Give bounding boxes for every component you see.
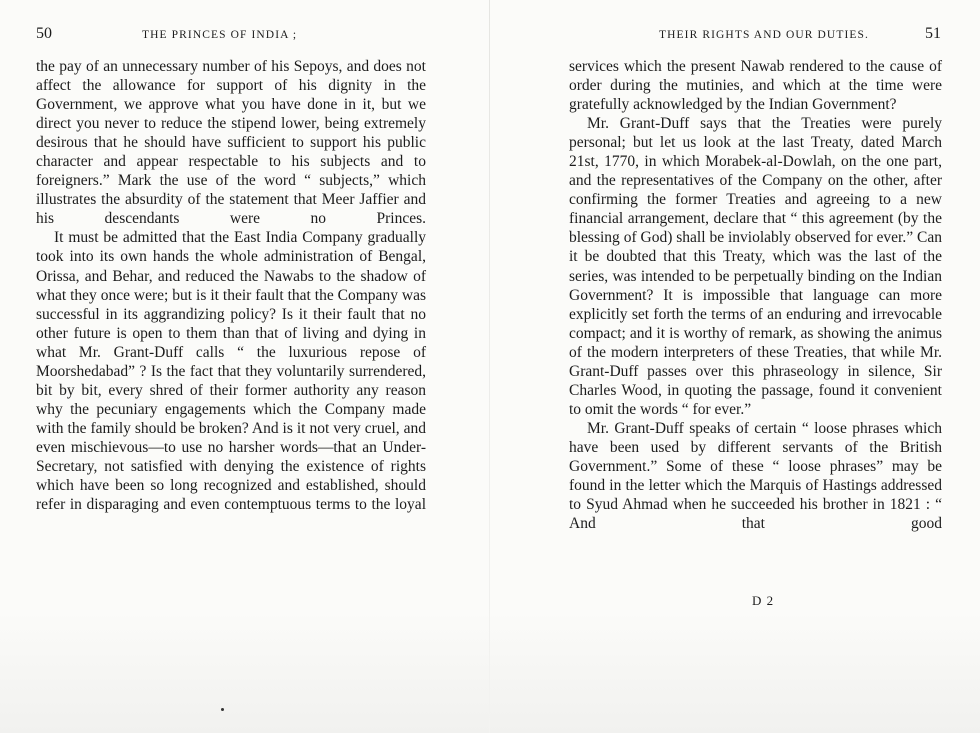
right-running-head: THEIR RIGHTS AND OUR DUTIES.: [658, 29, 869, 41]
left-paragraph-2: It must be admitted that the East India Company gradually took into its own hands the whole administration of Bengal, Orissa, and Behar, and reduced the Nawabs to the shadow of what they once were; but is it their fault that the Company was successful in its aggrandizing policy? Is it their fault that no other future is open to them than that of living and dying in what Mr. Grant-Duff calls “ the luxurious repose of Moorshedabad” ? Is the fact that they voluntarily surrendered, bit by bit, every shred of their former authority any reason why the pecuniary engagements which the Company made with the family should be broken? And is it not very cruel, and even mischievous—to use no harsher words—that an Under-Secretary, not satisfied with denying the existence of rights which have been so long recognized and established, should refer in disparaging and even contemptuous terms to the loyal: [36, 229, 426, 514]
left-running-head: THE PRINCES OF INDIA ;: [142, 29, 298, 41]
ink-speck: [221, 708, 224, 711]
left-page-body: [36, 57, 426, 514]
right-page-header: [569, 25, 941, 50]
right-page-number: 51: [925, 25, 941, 42]
signature-mark: D 2: [752, 593, 775, 608]
right-paragraph-3: Mr. Grant-Duff speaks of certain “ loose phrases which have been used by different servants of the British Government.” Some of these “ loose phrases” may be found in the letter which the Marquis of Hastings addressed to Syud Ahmad when he succeeded his brother in 1821 : “ And that good: [569, 419, 942, 533]
right-paragraph-1: services which the present Nawab rendered to the cause of order during the mutinies, and which at the time were gratefully acknowledged by the Indian Government?: [569, 58, 942, 114]
right-page-body: [569, 57, 942, 533]
right-page: [490, 0, 980, 733]
left-page-header: [36, 25, 428, 50]
right-paragraph-2: Mr. Grant-Duff says that the Treaties were purely personal; but let us look at the last Treaty, dated March 21st, 1770, in which Morabek-al-Dowlah, on the one part, and the representatives of the Company on the other, after confirming the former Treaties and agreeing to a new financial arrangement, declare that “ this agreement (by the blessing of God) shall be inviolably observed for ever.” Can it be doubted that this Treaty, which was the last of the series, was intended to be perpetually binding on the Indian Government? It is impossible that language can more explicitly set forth the terms of an enduring and irrevocable compact; and it is worthy of remark, as showing the animus of the modern interpreters of these Treaties, that while Mr. Grant-Duff passes over this phraseology in silence, Sir Charles Wood, in quoting the passage, found it convenient to omit the words “ for ever.”: [569, 115, 942, 418]
left-paragraph-1: the pay of an unnecessary number of his Sepoys, and does not affect the allowance for support of his dignity in the Government, we approve what you have done in it, but we direct you never to reduce the stipend lower, being extremely desirous that he should have sufficient to support his public character and appear respectable to his subjects and to foreigners.” Mark the use of the word “ subjects,” which illustrates the absurdity of the statement that Meer Jaffier and his descendants were no Princes.: [36, 58, 426, 228]
left-page-number: 50: [36, 25, 52, 42]
